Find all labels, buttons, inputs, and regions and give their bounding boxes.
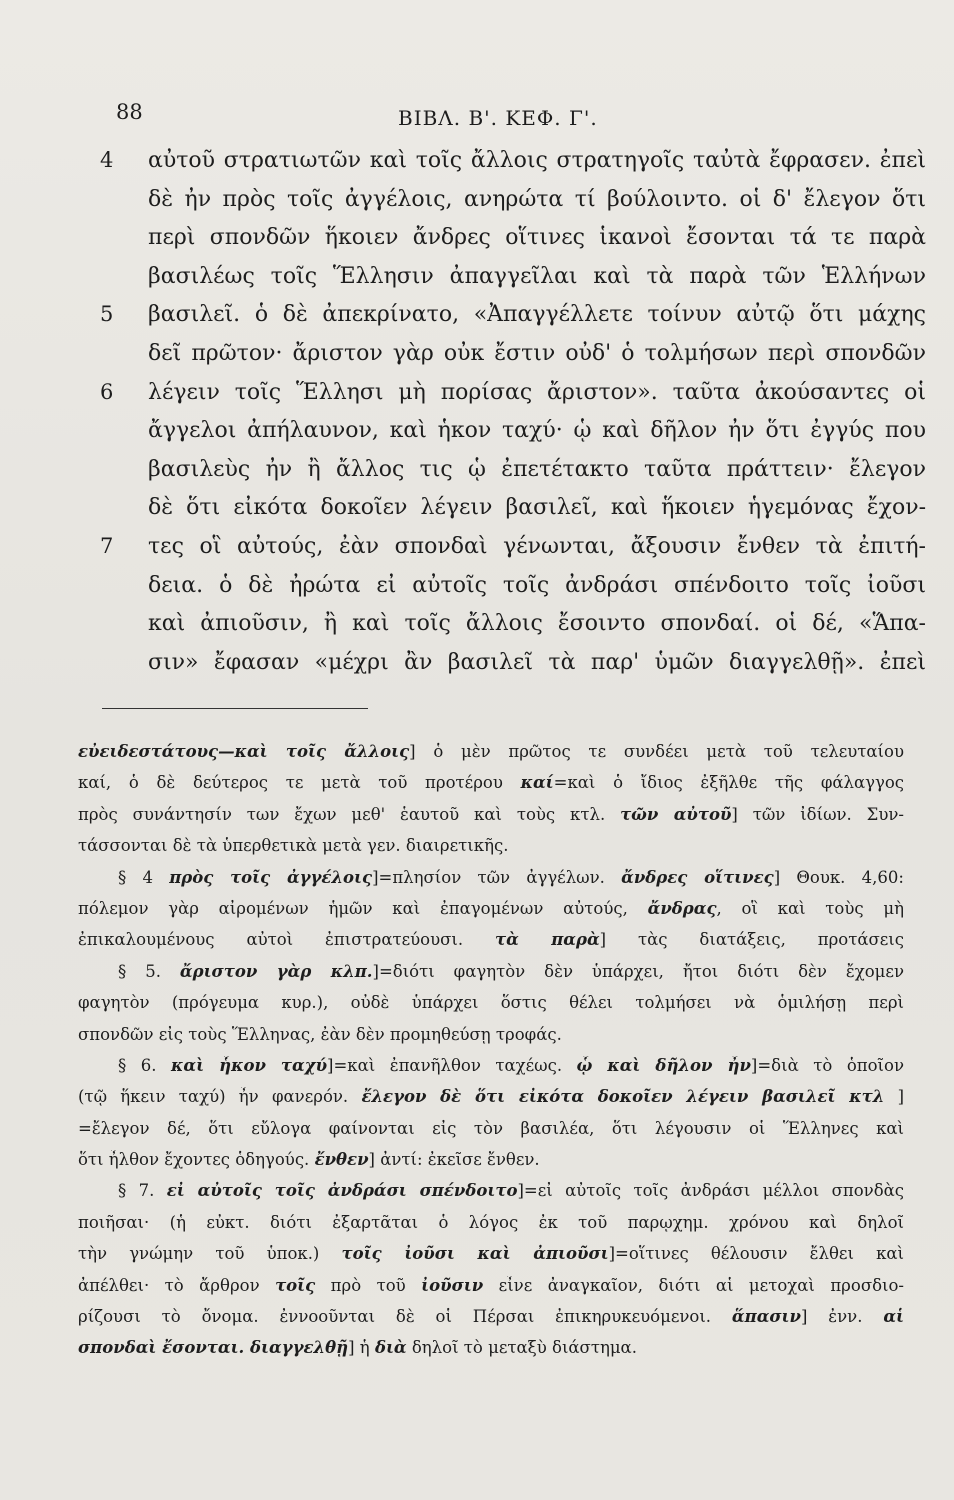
line-text: αὐτοῦ στρατιωτῶν καὶ τοῖς ἄλλοις στρατηγοῖς ταὐτὰ ἔφρασεν. ἐπεὶ [148, 148, 926, 173]
note-line [0, 836, 954, 867]
line-text: σιν» ἔφασαν «μέχρι ἂν βασιλεῖ τὰ παρ' ὑμῶν διαγγελθῇ». ἐπεὶ [148, 649, 926, 675]
text-line [0, 262, 954, 301]
lemma: καὶ ἧκον ταχύ [171, 1055, 328, 1075]
note-line [0, 1307, 954, 1338]
gloss: ] ἐνν. [801, 1307, 884, 1327]
line-text: δὲ ἦν πρὸς τοῖς ἀγγέλοις, ανηρώτα τί βούλοιντο. οἱ δ' ἔλεγον ὅτι [148, 186, 926, 212]
lemma: ἄνδρας [647, 898, 717, 918]
main-text [0, 146, 954, 686]
line-text: δὲ ὅτι εἰκότα δοκοῖεν λέγειν βασιλεῖ, καὶ ἥκοιεν ἡγεμόνας ἔχον- [148, 495, 926, 521]
lemma: πρὸς τοῖς ἀγγέλοις [169, 867, 373, 887]
line-text: δεια. ὁ δὲ ἠρώτα εἰ αὐτοῖς τοῖς ἀνδράσι σπένδοιτο τοῖς ἰοῦσι [148, 572, 926, 598]
lemma: ᾧ καὶ δῆλον ἦν [576, 1055, 751, 1075]
gloss: τάσσονται δὲ τὰ ὑπερθετικὰ μετὰ γεν. διαιρετικῆς. [78, 836, 509, 856]
note-line [0, 899, 954, 930]
section-number: 4 [100, 148, 114, 172]
note-line [0, 930, 954, 961]
gloss: ποιῆσαι· (ἡ εὐκτ. διότι ἐξαρτᾶται ὁ λόγος ἐκ τοῦ παρῳχημ. χρόνου καὶ δηλοῖ [78, 1212, 904, 1232]
commentary-notes [0, 742, 954, 1370]
gloss: ὅτι ἦλθον ἔχοντες ὁδηγούς. [78, 1150, 315, 1170]
gloss: § 5. [118, 961, 180, 981]
line-text: περὶ σπονδῶν ἥκοιεν ἄνδρες οἵτινες ἱκανοὶ ἔσονται τά τε παρὰ [148, 225, 926, 251]
gloss: ] ὁ μὲν πρῶτος τε συνδέει μετὰ τοῦ τελευταίου [409, 742, 904, 761]
line-text: ἄγγελοι ἀπήλαυνον, καὶ ἧκον ταχύ· ᾧ καὶ δῆλον ἦν ὅτι ἐγγύς που [148, 418, 926, 444]
gloss: πόλεμον γὰρ αἰρομένων ἡμῶν καὶ ἐπαγομένων αὐτούς, [78, 898, 648, 918]
gloss: , οἳ καὶ τοὺς μὴ [716, 898, 904, 918]
page-number: 88 [116, 100, 143, 124]
gloss: ρίζουσι τὸ ὄνομα. ἐννοοῦνται δὲ οἱ Πέρσαι ἐπικηρυκευόμενοι. [78, 1307, 732, 1327]
note-text [78, 742, 904, 761]
text-line [0, 532, 954, 571]
note-text [78, 1276, 904, 1295]
note-line [0, 1056, 954, 1087]
note-text [78, 899, 904, 918]
lemma: ἔλεγον δὲ ὅτι εἰκότα δοκοῖεν λέγειν βασιλεῖ κτλ [361, 1087, 885, 1107]
page-header [0, 100, 954, 136]
gloss: ] τῶν ἰδίων. Συν- [731, 804, 904, 824]
footnote-divider [102, 708, 368, 709]
text-line [0, 185, 954, 224]
line-text: βασιλέως τοῖς Ἕλλησιν ἀπαγγεῖλαι καὶ τὰ παρὰ τῶν Ἑλλήνων [148, 263, 926, 289]
note-line [0, 993, 954, 1024]
note-line [0, 1244, 954, 1275]
note-line [0, 1276, 954, 1307]
note-text [118, 868, 904, 887]
note-text [118, 1056, 904, 1075]
gloss: ἐπικαλουμένους αὐτοὶ ἐπιστρατεύουσι. [78, 930, 496, 950]
section-number: 6 [100, 379, 114, 404]
note-line [0, 773, 954, 804]
gloss: ]=καὶ ἐπανῆλθον ταχέως. [327, 1055, 577, 1075]
text-line [0, 339, 954, 378]
note-line [0, 868, 954, 899]
note-text [78, 993, 904, 1012]
lemma: ἔνθεν [314, 1150, 369, 1170]
text-line [0, 416, 954, 455]
note-line [0, 1150, 954, 1181]
lemma: τῶν αὐτοῦ [620, 804, 732, 824]
lemma: ἅπασιν [731, 1307, 801, 1327]
line-text: λέγειν τοῖς Ἕλλησι μὴ πορίσας ἄριστον». ταῦτα ἀκούσαντες οἱ [148, 379, 926, 405]
gloss: πρὸς συνάντησίν των ἔχων μεθ' ἑαυτοῦ καὶ τοὺς κτλ. [78, 804, 621, 824]
lemma: καί [520, 773, 554, 793]
note-text [78, 1119, 904, 1138]
gloss: τὴν γνώμην τοῦ ὑποκ.) [78, 1244, 342, 1264]
lemma: τὰ παρὰ [495, 930, 600, 950]
gloss: § 4 [118, 867, 170, 887]
gloss: σπονδῶν εἰς τοὺς Ἕλληνας, ἐὰν δὲν προμηθεύσῃ τροφάς. [78, 1024, 562, 1044]
lemma: αἱ [883, 1307, 904, 1327]
gloss: ] ἡ [348, 1338, 375, 1358]
lemma: τοῖς [275, 1275, 316, 1295]
gloss: ] [884, 1087, 904, 1107]
note-text [78, 1307, 904, 1326]
lemma: ἰοῦσιν [421, 1275, 484, 1295]
gloss: φαγητὸν (πρόγευμα κυρ.), οὐδὲ ὑπάρχει ὅστις θέλει τολμήσει νὰ ὁμιλήσῃ περὶ [78, 993, 904, 1013]
gloss: (τῷ ἥκειν ταχύ) ἦν φανερόν. [78, 1087, 362, 1107]
lemma: διὰ [374, 1338, 407, 1358]
gloss: ]=εἰ αὐτοῖς τοῖς ἀνδράσι μέλλοι σπονδὰς [517, 1181, 904, 1201]
note-line [0, 1119, 954, 1150]
note-text [78, 1150, 904, 1169]
text-line [0, 571, 954, 610]
note-text [78, 1087, 904, 1106]
text-line [0, 378, 954, 417]
note-line [0, 1025, 954, 1056]
section-number: 7 [100, 533, 114, 558]
gloss: εἶνε ἀναγκαῖον, διότι αἱ μετοχαὶ προσδιο- [483, 1275, 904, 1295]
note-text [78, 1213, 904, 1232]
lemma: ἄριστον γὰρ κλπ. [179, 961, 373, 981]
gloss: ] τὰς διατάξεις, προτάσεις [599, 930, 904, 950]
gloss: § 6. [118, 1055, 172, 1075]
gloss: ]=διότι φαγητὸν δὲν ὑπάρχει, ἤτοι διότι δὲν ἔχομεν [372, 961, 904, 981]
line-text: καὶ ἀπιοῦσιν, ἢ καὶ τοῖς ἄλλοις ἔσοιντο σπονδαί. οἱ δέ, «Ἅπα- [148, 611, 926, 637]
text-line [0, 146, 954, 185]
line-text: τες οἳ αὐτούς, ἐὰν σπονδαὶ γένωνται, ἄξουσιν ἔνθεν τὰ ἐπιτή- [148, 533, 926, 559]
note-text [78, 805, 904, 824]
note-text [118, 1181, 904, 1200]
gloss: =ἔλεγον δέ, ὅτι εὔλογα φαίνονται εἰς τὸν βασιλέα, ὅτι λέγουσιν οἱ Ἕλληνες καὶ [78, 1118, 904, 1138]
gloss: καί, ὁ δὲ δεύτερος τε μετὰ τοῦ προτέρου [78, 773, 521, 793]
gloss: ] ἀντί: ἐκεῖσε ἔνθεν. [368, 1150, 540, 1170]
gloss: ἀπέλθει· τὸ ἄρθρον [78, 1275, 276, 1295]
gloss: § 7. [118, 1181, 167, 1201]
gloss: =καὶ ὁ ἴδιος ἐξῆλθε τῆς φάλαγγος [553, 773, 904, 793]
note-text [78, 836, 904, 855]
note-text [78, 773, 904, 792]
note-line [0, 1338, 954, 1369]
line-text: βασιλεὺς ἦν ἢ ἄλλος τις ᾧ ἐπετέτακτο ταῦτα πράττειν· ἔλεγον [148, 456, 926, 482]
text-line [0, 609, 954, 648]
text-line [0, 455, 954, 494]
note-line [0, 1087, 954, 1118]
gloss: ]=διὰ τὸ ὁποῖον [750, 1055, 904, 1075]
note-text [78, 930, 904, 949]
lemma: ἄνδρες οἵτινες [621, 867, 774, 887]
note-text [78, 1025, 904, 1044]
gloss: δηλοῖ τὸ μεταξὺ διάστημα. [406, 1338, 637, 1358]
lemma: εἰ αὐτοῖς τοῖς ἀνδράσι σπένδοιτο [166, 1181, 518, 1201]
lemma: εὐειδεστάτους—καὶ τοῖς ἄλλοις [78, 742, 410, 761]
note-text [78, 1338, 904, 1357]
lemma: τοῖς ἰοῦσι καὶ ἀπιοῦσι [341, 1244, 609, 1264]
note-text [118, 962, 904, 981]
note-line [0, 1213, 954, 1244]
text-line [0, 300, 954, 339]
section-number: 5 [100, 302, 114, 327]
note-line [0, 742, 954, 773]
note-line [0, 1181, 954, 1212]
text-line [0, 493, 954, 532]
running-head: ΒΙΒΛ. Β'. ΚΕΦ. Γ'. [398, 106, 598, 130]
note-line [0, 805, 954, 836]
lemma: σπονδαὶ ἔσονται. διαγγελθῇ [78, 1338, 349, 1358]
line-text: βασιλεῖ. ὁ δὲ ἀπεκρίνατο, «Ἀπαγγέλλετε τοίνυν αὐτῷ ὅτι μάχης [148, 302, 926, 328]
text-line [0, 648, 954, 687]
text-line [0, 223, 954, 262]
gloss: ]=πλησίον τῶν ἀγγέλων. [372, 867, 622, 887]
gloss: ]=οἵτινες θέλουσιν ἔλθει καὶ [608, 1244, 904, 1264]
gloss: πρὸ τοῦ [315, 1275, 422, 1295]
line-text: δεῖ πρῶτον· ἄριστον γὰρ οὐκ ἔστιν οὐδ' ὁ τολμήσων περὶ σπονδῶν [148, 340, 926, 366]
note-text [78, 1244, 904, 1263]
note-line [0, 962, 954, 993]
gloss: ] Θουκ. 4,60: [773, 867, 904, 887]
